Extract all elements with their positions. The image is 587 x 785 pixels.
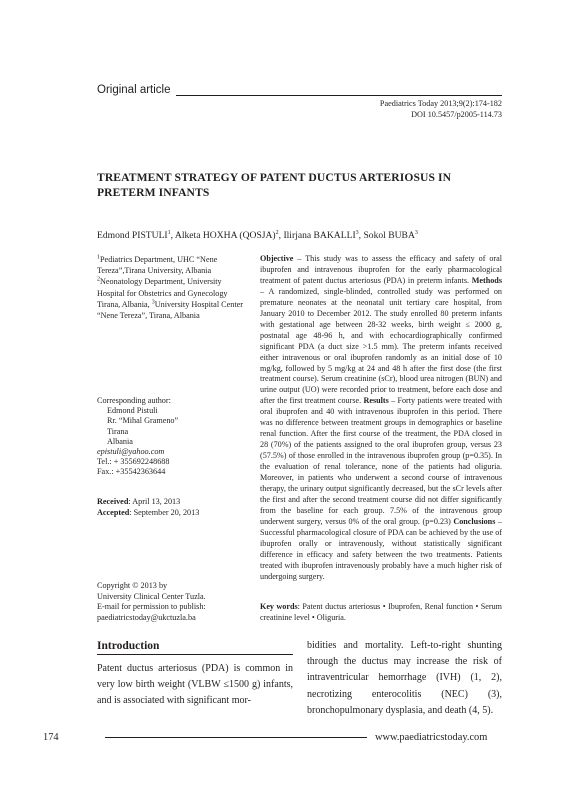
abstract-results-label: Results xyxy=(363,396,389,406)
affiliation-text: University Hospital Center “Nene Tereza”, Tirana, Albania xyxy=(97,299,243,321)
received-label: Received xyxy=(97,497,129,506)
received-value: : April 13, 2013 xyxy=(128,497,181,506)
header-rule xyxy=(176,95,502,96)
author-affiliation-mark: 3 xyxy=(414,229,418,236)
keywords xyxy=(260,601,502,623)
copyright-line: E-mail for permission to publish: xyxy=(97,602,206,611)
journal-reference: Paediatrics Today 2013;9(2):174-182 xyxy=(379,99,502,108)
accepted-label: Accepted xyxy=(97,507,130,517)
introduction-column-2: bidities and mortality. Left-to-right shunting through the ductus may increase the risk of intraventricular hemorrhage (IVH) (1, 2), necrotizing enterocolitis (NEC) (3), bronchopulmonary dysplasia, and death (4, 5). xyxy=(307,640,502,716)
affiliation-mark: 2 xyxy=(97,276,100,283)
copyright-block xyxy=(97,581,247,623)
accepted-date xyxy=(97,508,247,519)
author-name: Edmond PISTULI xyxy=(97,230,168,241)
author-name: Ilirjana BAKALLI xyxy=(283,230,356,241)
abstract-objective: – This study was to assess the efficacy and safety of oral ibuprofen and intravenous ibuprofen for the early pharmacological treatment of patent ductus arteriosus (PDA) in preterm infants. xyxy=(260,254,502,285)
author-list xyxy=(97,230,418,241)
affiliation-mark: 3 xyxy=(151,299,155,306)
correspondence-label: Corresponding author: xyxy=(97,396,171,405)
author-separator: , xyxy=(358,230,364,241)
author-separator: , xyxy=(278,230,284,241)
keywords-text: : Patent ductus arteriosus • Ibuprofen, Renal function • Serum creatinine level • Oliguria. xyxy=(260,602,502,622)
correspondence-block xyxy=(97,396,247,478)
abstract-objective-label: Objective xyxy=(260,254,294,263)
affiliation-text: Neonatology Department, University Hospital for Obstetrics and Gynecology Tirana, Albania, xyxy=(97,277,228,309)
keywords-label: Key words xyxy=(260,602,298,611)
correspondence-name: Edmond Pistuli xyxy=(107,406,158,416)
section-label: Original article xyxy=(97,84,171,96)
correspondence-street: Rr. “Mihal Grameno” xyxy=(107,416,179,426)
author-affiliation-mark: 2 xyxy=(275,229,279,236)
received-date xyxy=(97,497,247,508)
affiliation-mark: 1 xyxy=(97,254,100,261)
author-affiliation-mark: 3 xyxy=(355,229,359,236)
abstract-results: – Forty patients were treated with oral ibuprofen and 40 with intravenous ibuprofen in this period. There was no difference between treatment groups in demographics or baseline renal function. After the first course of the treatment, the PDA closed in 28 (70%) of the patients assigned to the oral ibuprofen group, versus 23 (57.5%) of those enrolled in the intravenous ibuprofen group (p=0.35). In the evaluation of renal tolerance, none of the patients had oliguria. Moreover, in patients who underwent a second course of intravenous therapy, the urinary output significantly decreased, but the sCr levels after the first and after the second treatment course did not differ significantly from the baseline for each group. 7.5% of the intravenous group underwent surgery, versus 0% of the oral group. (p=0.23) xyxy=(260,396,503,526)
correspondence-tel: Tel.: + 355692248688 xyxy=(97,457,170,467)
doi: DOI 10.5457/p2005-114.73 xyxy=(411,110,502,119)
correspondence-city: Tirana xyxy=(107,426,129,436)
affiliations xyxy=(97,254,247,321)
correspondence-email[interactable]: epistuli@yahoo.com xyxy=(97,447,165,457)
permission-email[interactable]: paediatricstoday@ukctuzla.ba xyxy=(97,612,196,622)
abstract-conclusions: – Successful pharmacological closure of PDA can be achieved by the use of ibuprofen orally or intravenously, without statistically significant difference in efficacy and safety between the two treatments. Patients treated with ibuprofen intravenously probably have a much higher risk of undergoing surgery. xyxy=(260,516,502,581)
correspondence-country: Albania xyxy=(107,436,133,446)
abstract-conclusions-label: Conclusions xyxy=(453,516,496,526)
author-separator: , xyxy=(170,230,175,241)
author-name: Alketa HOXHA (QOSJA) xyxy=(174,230,276,241)
abstract-methods-label: Methods xyxy=(471,275,502,285)
footer-url[interactable]: www.paediatricstoday.com xyxy=(375,732,488,743)
accepted-value: : September 20, 2013 xyxy=(129,507,200,517)
copyright-line: Copyright © 2013 by xyxy=(97,581,168,590)
correspondence-fax: Fax.: +35542363644 xyxy=(97,467,166,477)
footer-rule xyxy=(105,737,367,738)
author-name: Sokol BUBA xyxy=(363,230,415,241)
page-number: 174 xyxy=(43,732,59,743)
introduction-heading: Introduction xyxy=(97,640,160,652)
affiliation-text: Pediatrics Department, UHC “Nene Tereza”,Tirana University, Albania xyxy=(97,255,218,276)
copyright-line: University Clinical Center Tuzla. xyxy=(97,591,206,601)
introduction-rule xyxy=(97,654,293,655)
article-title: TREATMENT STRATEGY OF PATENT DUCTUS ARTERIOSUS IN PRETERM INFANTS xyxy=(97,171,452,199)
abstract xyxy=(260,254,502,583)
author-affiliation-mark: 1 xyxy=(167,229,171,236)
introduction-column-1: Patent ductus arteriosus (PDA) is common in very low birth weight (VLBW ≤1500 g) infants, and is associated with significant mor- xyxy=(97,663,293,707)
dates-block xyxy=(97,497,247,518)
citation-block xyxy=(380,98,502,120)
abstract-methods: – A randomized, single-blinded, controlled study was performed on premature neonates at the neonatal unit tertiary care hospital, from January 2010 to December 2012. The study enrolled 80 preterm infants with gestational age between 28-32 weeks, birth weight ≤ 2000 g, postnatal age 48-96 h, and with echocardiographically confirmed significant PDA (a duct size >1.5 mm). The preterm infants received either intravenous or oral ibuprofen randomly as an initial dose of 10 mg/kg, followed by 5 mg/kg at 24 and 48 h after the first dose (the first treatment course). Serum creatinine (sCr), blood urea nitrogen (BUN) and urine output (UO) were recorded prior to treatment, before each dose and after the first treatment course. xyxy=(260,286,502,406)
